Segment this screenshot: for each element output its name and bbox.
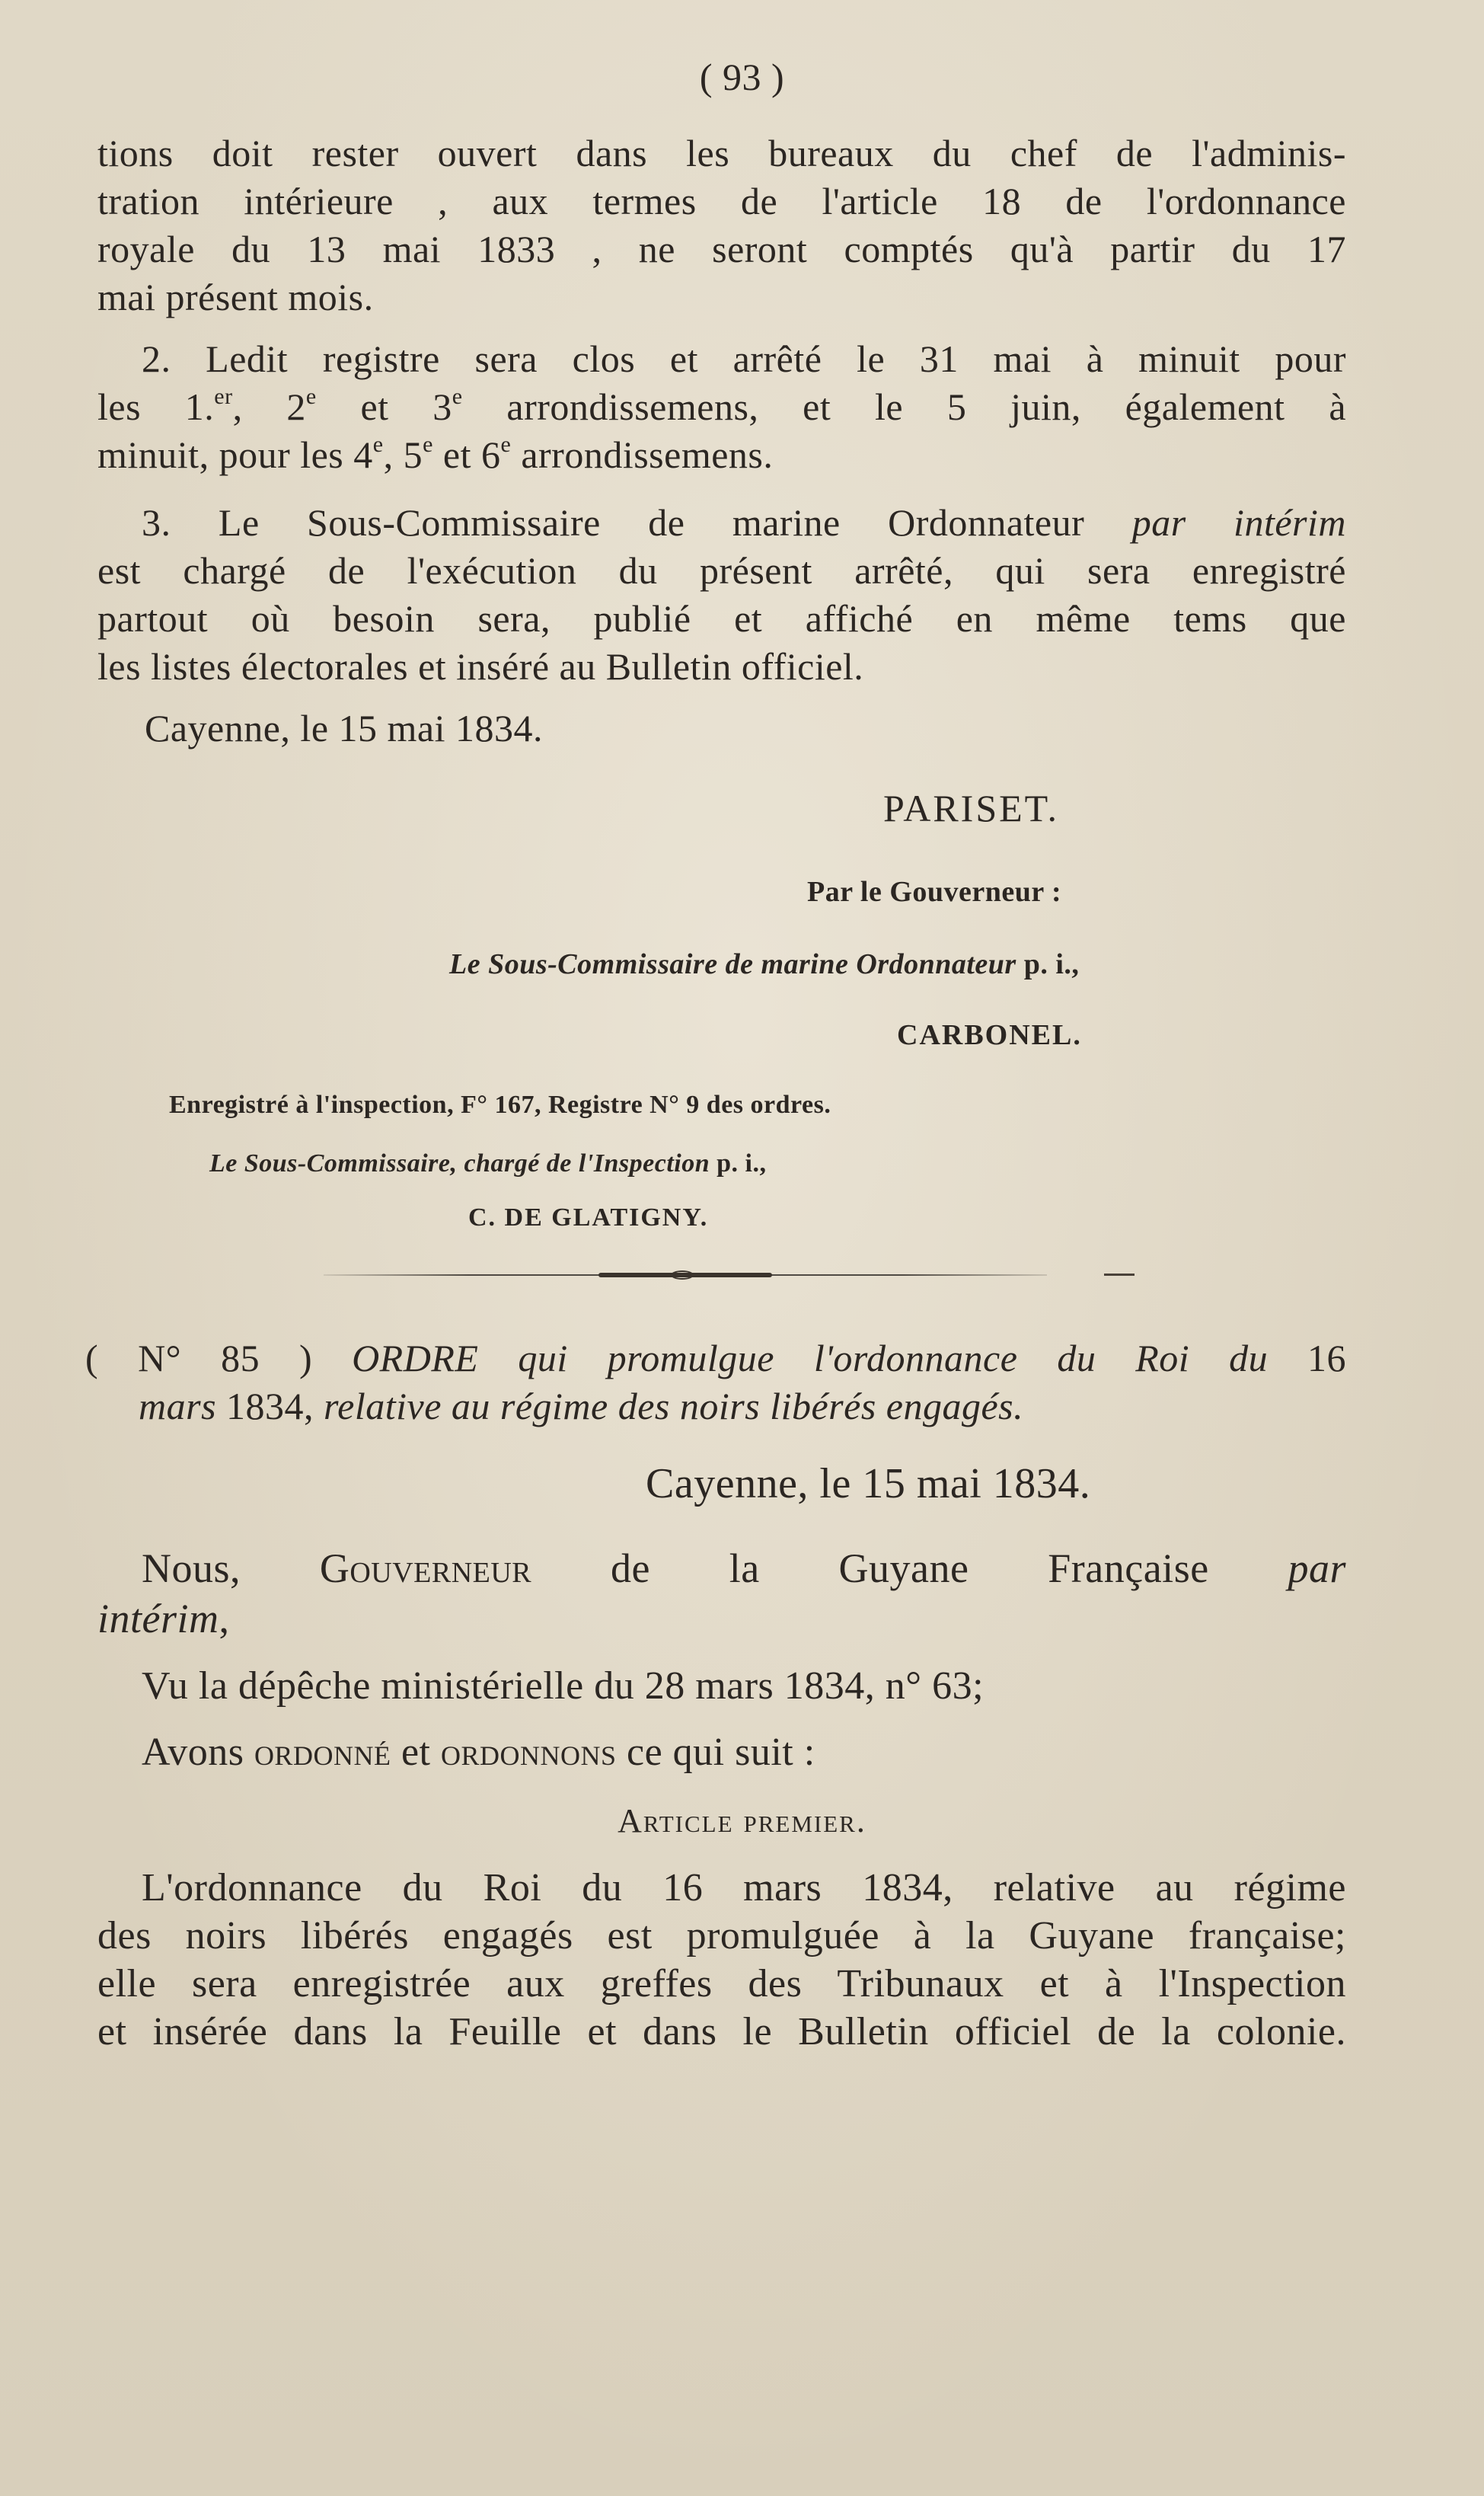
vu-line: Vu la dépêche ministérielle du 28 mars 1834, n° 63; xyxy=(142,1664,985,1708)
nous-line2: intérim, xyxy=(97,1596,230,1641)
nous-line1: Nous, Gouverneur de la Guyane Française par xyxy=(142,1545,1346,1591)
rule-center-ornament xyxy=(671,1270,694,1280)
ornamental-rule xyxy=(324,1270,1047,1280)
date-line-2: Cayenne, le 15 mai 1834. xyxy=(646,1460,1091,1507)
signature-carbonel: CARBONEL. xyxy=(897,1019,1082,1051)
para1-line2: tration intérieure , aux termes de l'article 18 de l'ordonnance xyxy=(97,180,1346,222)
signature-pariset: PARISET. xyxy=(883,787,1060,829)
signature-glatigny: C. DE GLATIGNY. xyxy=(468,1203,709,1232)
para2-line1: 2. Ledit registre sera clos et arrêté le 31 mai à minuit pour xyxy=(142,337,1346,380)
avons-line: Avons ordonné et ordonnons ce qui suit : xyxy=(142,1731,815,1774)
para1-line3: royale du 13 mai 1833 , ne seront comptés qu'à partir du 17 xyxy=(97,228,1346,270)
para1-line1: tions doit rester ouvert dans les bureaux du chef de l'adminis- xyxy=(97,132,1346,174)
ordre-line1: ( N° 85 ) ORDRE qui promulgue l'ordonnance du Roi du 16 xyxy=(85,1337,1346,1379)
para3-line2: est chargé de l'exécution du présent arrêté, qui sera enregistré xyxy=(97,549,1346,592)
rule-tail xyxy=(1104,1274,1135,1276)
date-line-1: Cayenne, le 15 mai 1834. xyxy=(145,707,543,749)
sous-inspection-line: Le Sous-Commissaire, chargé de l'Inspection p. i., xyxy=(209,1149,767,1178)
article-line2: des noirs libérés engagés est promulguée à la Guyane française; xyxy=(97,1914,1346,1957)
enregistre-line: Enregistré à l'inspection, F° 167, Registre N° 9 des ordres. xyxy=(169,1091,831,1119)
para2-line2: les 1.$^{er}$, 2e et 3e arrondissemens, et le 5 juin, également à xyxy=(97,384,1347,428)
para3-line4: les listes électorales et inséré au Bulletin officiel. xyxy=(97,645,864,688)
article-heading: Article premier. xyxy=(618,1802,866,1839)
page-number: ( 93 ) xyxy=(699,56,785,98)
para3-line3: partout où besoin sera, publié et affiché en même tems que xyxy=(97,597,1346,640)
article-line4: et insérée dans la Feuille et dans le Bulletin officiel de la colonie. xyxy=(97,2010,1346,2053)
para2-line3: minuit, pour les 4e, 5e et 6e arrondissemens. xyxy=(97,432,774,476)
article-line3: elle sera enregistrée aux greffes des Tribunaux et à l'Inspection xyxy=(97,1962,1346,2005)
article-line1: L'ordonnance du Roi du 16 mars 1834, relative au régime xyxy=(142,1866,1346,1910)
sous-commissaire-line: Le Sous-Commissaire de marine Ordonnateur p. i., xyxy=(449,948,1080,980)
par-le-gouverneur: Par le Gouverneur : xyxy=(807,876,1062,908)
para1-line4: mai présent mois. xyxy=(97,276,374,318)
para3-line1: 3. Le Sous-Commissaire de marine Ordonnateur par intérim xyxy=(142,501,1346,544)
ordre-line2: mars 1834, relative au régime des noirs libérés engagés. xyxy=(139,1385,1024,1427)
